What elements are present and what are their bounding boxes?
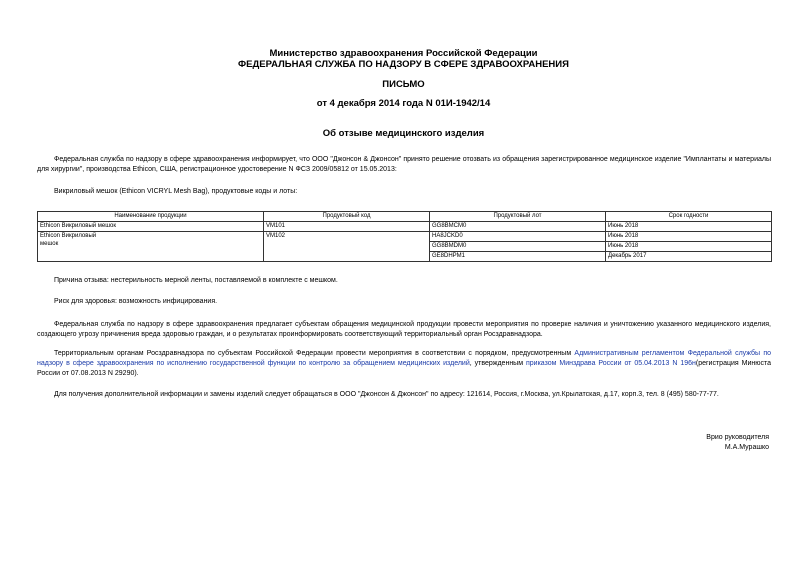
table-cell-lot: GG8BMCM0: [430, 222, 606, 232]
table-cell-lot: GE8DHPM1: [430, 252, 606, 262]
paragraph-health-risk: Риск для здоровья: возможность инфицирования.: [54, 298, 218, 305]
paragraph-text: , утвержденным: [469, 360, 526, 368]
table-cell-name: [38, 232, 264, 262]
table-header-code: Продуктовый код: [264, 212, 430, 222]
paragraph-product: Викриловый мешок (Ethicon VICRYL Mesh Bag), продуктовые коды и лоты:: [54, 188, 298, 195]
regulation-link[interactable]: Административным регламентом Федеральной службы по надзору в сфере здравоохранения по исполнению государственной функции по контролю за обращением медицинских изделий: [37, 350, 772, 368]
table-cell-lot: GG8BMDM0: [430, 242, 606, 252]
table-cell-expiry: Июнь 2018: [606, 242, 772, 252]
table-cell-name-line: Ethicon Викриловый: [40, 233, 97, 239]
table-cell-lot: HA8JCKD0: [430, 232, 606, 242]
signature-position: Врио руководителя: [706, 434, 769, 441]
table-cell-name: Ethicon Викриловый мешок: [38, 222, 264, 232]
paragraph-text: Территориальным органам Росздравнадзора по субъектам Российской Федерации провести мероприятия в соответствии с порядком, предусмотренным: [54, 350, 575, 357]
document-type: ПИСЬМО: [382, 79, 425, 90]
paragraph-contacts: Для получения дополнительной информации и замены изделий следует обращаться в ООО "Джонсон & Джонсон" по адресу: 121614, Россия, г.Москва, ул.Крылатская, д.17, корп.3, тел. 8 (495) 580-77-77.: [54, 391, 719, 398]
table-header-row: [38, 212, 772, 222]
products-table: [37, 211, 772, 262]
table-cell-code: VM102: [264, 232, 430, 262]
table-cell-name-line: мешок: [40, 241, 59, 247]
ministry-title: Министерство здравоохранения Российской Федерации: [269, 48, 538, 59]
table-cell-expiry: Июнь 2018: [606, 222, 772, 232]
table-cell-code: VM101: [264, 222, 430, 232]
table-row: [38, 232, 772, 242]
table-header-expiry: Срок годности: [606, 212, 772, 222]
table-cell-expiry: Июнь 2018: [606, 232, 772, 242]
paragraph-recall-reason: Причина отзыва: нестерильность мерной ленты, поставляемой в комплекте с мешком.: [54, 277, 338, 284]
document-date-number: от 4 декабря 2014 года N 01И-1942/14: [316, 98, 491, 109]
table-header-name: Наименование продукции: [38, 212, 264, 222]
document-subject: Об отзыве медицинского изделия: [322, 128, 485, 139]
order-link[interactable]: приказом Минздрава России от 05.04.2013 N 196н: [525, 360, 696, 368]
table-header-lot: Продуктовый лот: [430, 212, 606, 222]
paragraph-text: (регистрация Минюста России от 07.08.2013 N 29290).: [37, 360, 772, 378]
table-cell-expiry: Декабрь 2017: [606, 252, 772, 262]
service-title: ФЕДЕРАЛЬНАЯ СЛУЖБА ПО НАДЗОРУ В СФЕРЕ ЗДРАВООХРАНЕНИЯ: [238, 59, 569, 70]
paragraph-intro: Федеральная служба по надзору в сфере здравоохранения информирует, что ООО "Джонсон & Джонсон" принято решение отозвать из обращения зарегистрированное медицинское изделие "Имплантаты и материалы для хирургии", производства Ethicon, США, регистрационное удостоверение N ФСЗ 2009/05812 от 15.05.2013:: [37, 156, 771, 174]
table-row: [38, 222, 772, 232]
paragraph-territorial-bodies: [37, 349, 771, 380]
signature-name: М.А.Мурашко: [724, 444, 769, 451]
paragraph-proposal: Федеральная служба по надзору в сфере здравоохранения предлагает субъектам обращения медицинской продукции провести мероприятия по проверке наличия и уничтожению указанного медицинского изделия, создающего угрозу причинения вреда здоровью граждан, и о результатах проинформировать соответствующий территориальный орган Росздравнадзора.: [37, 321, 771, 339]
